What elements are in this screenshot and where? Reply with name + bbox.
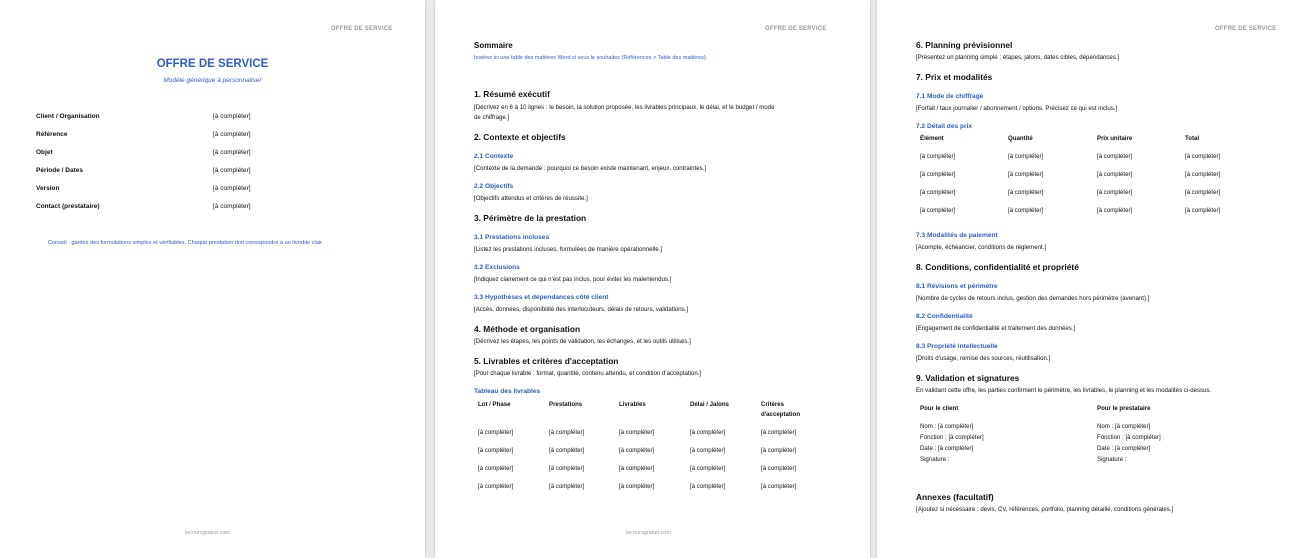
section-text: de chiffrage.] [474, 114, 510, 121]
subsection-heading: 3.2 Exclusions [474, 264, 520, 271]
section-text: [Objectifs attendus et critères de réussite.] [474, 195, 588, 202]
signature-line[interactable]: Nom : [à compléter] [1097, 423, 1151, 430]
subsection-heading: 8.1 Révisions et périmètre [916, 283, 998, 290]
doc-title: OFFRE DE SERVICE [156, 58, 269, 70]
table-cell[interactable]: [à compléter] [549, 465, 585, 472]
table-cell[interactable]: [à compléter] [690, 429, 726, 436]
meta-value[interactable]: [à compléter] [213, 131, 251, 138]
table-cell[interactable]: [à compléter] [549, 483, 585, 490]
subsection-heading: 3.3 Hypothèses et dépendances côté client [474, 294, 609, 301]
table-title: Tableau des livrables [474, 388, 541, 395]
table-header: Prix unitaire [1097, 135, 1133, 142]
table-header: Livrables [619, 401, 646, 408]
signature-line[interactable]: Date : [à compléter] [1097, 445, 1151, 452]
section-heading: 9. Validation et signatures [916, 373, 1020, 383]
table-cell[interactable]: [à compléter] [920, 153, 956, 160]
table-header: d'acceptation [761, 411, 801, 418]
table-cell[interactable]: [à compléter] [690, 447, 726, 454]
section-heading: 3. Périmètre de la prestation [474, 213, 587, 223]
doc-subtitle: Modèle générique à personnaliser [163, 77, 262, 84]
page-content-1 [435, 0, 870, 558]
signature-line[interactable]: Fonction : [à compléter] [1097, 434, 1161, 441]
section-text: En validant cette offre, les parties confirment le périmètre, les livrables, le planning et les modalités ci-dessus. [916, 387, 1212, 394]
table-cell[interactable]: [à compléter] [478, 447, 514, 454]
table-header: Quantité [1008, 135, 1033, 142]
subsection-heading: 7.3 Modalités de paiement [916, 232, 998, 239]
signature-heading: Pour le prestataire [1097, 405, 1151, 412]
signature-line[interactable]: Date : [à compléter] [920, 445, 974, 452]
section-text: [Décrivez en 6 à 10 lignes : le besoin, la solution proposée, les livrables principaux, le délai, et le budget / mode [474, 104, 775, 111]
meta-value[interactable]: [à compléter] [213, 167, 251, 174]
table-cell[interactable]: [à compléter] [761, 465, 797, 472]
table-cell[interactable]: [à compléter] [549, 447, 585, 454]
page-content-2 [877, 0, 1291, 558]
section-text: [Nombre de cycles de retours inclus, gestion des demandes hors périmètre (avenant).] [916, 295, 1150, 302]
section-heading: 4. Méthode et organisation [474, 324, 581, 334]
annex-text: [Ajoutez si nécessaire : devis, CV, références, portfolio, planning détaillé, conditions générales.] [916, 506, 1174, 513]
table-header: Élément [920, 135, 944, 142]
table-cell[interactable]: [à compléter] [1097, 189, 1133, 196]
section-text: [Listez les prestations incluses, formulées de manière opérationnelle.] [474, 246, 662, 253]
meta-label: Objet [36, 149, 53, 156]
table-cell[interactable]: [à compléter] [1008, 189, 1044, 196]
subsection-heading: 8.2 Confidentialité [916, 313, 973, 320]
page-footer: lecoursgratuit.com [185, 530, 230, 536]
signature-heading: Pour le client [920, 405, 959, 412]
table-cell[interactable]: [à compléter] [478, 465, 514, 472]
table-cell[interactable]: [à compléter] [1185, 171, 1221, 178]
section-text: [Pour chaque livrable : format, quantité, contenu attendu, et condition d'acceptation.] [474, 370, 702, 377]
table-cell[interactable]: [à compléter] [549, 429, 585, 436]
subsection-heading: 7.2 Détail des prix [916, 123, 973, 130]
sommaire-note: Insérez ici une table des matières Word si vous le souhaitez (Références > Table des matières). [474, 55, 708, 61]
subsection-heading: 2.1 Contexte [474, 153, 514, 160]
table-cell[interactable]: [à compléter] [690, 483, 726, 490]
subsection-heading: 3.1 Prestations incluses [474, 234, 550, 241]
meta-label: Client / Organisation [36, 113, 100, 120]
annex-heading: Annexes (facultatif) [916, 492, 994, 502]
table-cell[interactable]: [à compléter] [690, 465, 726, 472]
table-cell[interactable]: [à compléter] [1008, 171, 1044, 178]
signature-line[interactable]: Signature : [1097, 456, 1127, 463]
subsection-heading: 7.1 Mode de chiffrage [916, 93, 984, 100]
signature-line[interactable]: Nom : [à compléter] [920, 423, 974, 430]
section-heading: 2. Contexte et objectifs [474, 132, 566, 142]
table-header: Lot / Phase [478, 401, 511, 408]
table-cell[interactable]: [à compléter] [761, 447, 797, 454]
table-cell[interactable]: [à compléter] [1008, 153, 1044, 160]
section-text: [Présentez un planning simple : étapes, jalons, dates cibles, dépendances.] [916, 54, 1120, 61]
table-cell[interactable]: [à compléter] [619, 483, 655, 490]
table-header: Total [1185, 135, 1200, 142]
table-cell[interactable]: [à compléter] [619, 465, 655, 472]
meta-value[interactable]: [à compléter] [213, 113, 251, 120]
table-cell[interactable]: [à compléter] [1185, 153, 1221, 160]
section-text: [Contexte de la demande : pourquoi ce besoin existe maintenant, enjeux, contraintes.] [474, 165, 707, 172]
meta-label: Version [36, 185, 60, 192]
section-text: [Accès, données, disponibilité des interlocuteurs, délais de retours, validations.] [474, 306, 689, 313]
sommaire-title: Sommaire [474, 41, 513, 50]
table-cell[interactable]: [à compléter] [619, 447, 655, 454]
subsection-heading: 2.2 Objectifs [474, 183, 514, 190]
table-cell[interactable]: [à compléter] [1008, 207, 1044, 214]
subsection-heading: 8.3 Propriété intellectuelle [916, 343, 998, 350]
section-text: [Droits d'usage, remise des sources, réutilisation.] [916, 355, 1051, 362]
section-text: [Forfait / taux journalier / abonnement / options. Précisez ce qui est inclus.] [916, 105, 1118, 112]
meta-label: Référence [36, 131, 68, 138]
signature-line[interactable]: Fonction : [à compléter] [920, 434, 984, 441]
page-header: OFFRE DE SERVICE [331, 26, 393, 32]
signature-line[interactable]: Signature : [920, 456, 950, 463]
page-header: OFFRE DE SERVICE [1215, 26, 1277, 32]
table-cell[interactable]: [à compléter] [1185, 189, 1221, 196]
section-text: [Décrivez les étapes, les points de validation, les échanges, et les outils utilisés.] [474, 338, 691, 345]
tip-text: Conseil : gardez des formulations simples et vérifiables. Chaque prestation doit correspondre à un livrable clair. [48, 240, 324, 246]
table-header: Critères [761, 401, 785, 408]
section-heading: 7. Prix et modalités [916, 72, 993, 82]
section-heading: 6. Planning prévisionnel [916, 40, 1013, 50]
meta-value[interactable]: [à compléter] [213, 185, 251, 192]
meta-label: Période / Dates [36, 167, 83, 174]
section-text: [Engagement de confidentialité et traitement des données.] [916, 325, 1076, 332]
table-cell[interactable]: [à compléter] [478, 429, 514, 436]
section-heading: 5. Livrables et critères d'acceptation [474, 356, 619, 366]
table-cell[interactable]: [à compléter] [761, 483, 797, 490]
page-header: OFFRE DE SERVICE [765, 26, 827, 32]
table-cell[interactable]: [à compléter] [1097, 207, 1133, 214]
table-cell[interactable]: [à compléter] [920, 207, 956, 214]
table-cell[interactable]: [à compléter] [1185, 207, 1221, 214]
section-heading: 1. Résumé exécutif [474, 89, 550, 99]
section-heading: 8. Conditions, confidentialité et propriété [916, 262, 1079, 272]
table-cell[interactable]: [à compléter] [761, 429, 797, 436]
table-cell[interactable]: [à compléter] [920, 189, 956, 196]
table-cell[interactable]: [à compléter] [920, 171, 956, 178]
table-header: Prestations [549, 401, 583, 408]
page-footer: lecoursgratuit.com [626, 530, 671, 536]
table-cell[interactable]: [à compléter] [1097, 171, 1133, 178]
table-cell[interactable]: [à compléter] [619, 429, 655, 436]
page-cover [0, 0, 425, 558]
section-text: [Acompte, échéancier, conditions de règlement.] [916, 244, 1047, 251]
meta-label: Contact (prestataire) [36, 203, 100, 210]
meta-value[interactable]: [à compléter] [213, 149, 251, 156]
table-header: Délai / Jalons [690, 401, 729, 408]
table-cell[interactable]: [à compléter] [478, 483, 514, 490]
section-text: [Indiquez clairement ce qui n'est pas inclus, pour éviter les malentendus.] [474, 276, 672, 283]
table-cell[interactable]: [à compléter] [1097, 153, 1133, 160]
meta-value[interactable]: [à compléter] [213, 203, 251, 210]
